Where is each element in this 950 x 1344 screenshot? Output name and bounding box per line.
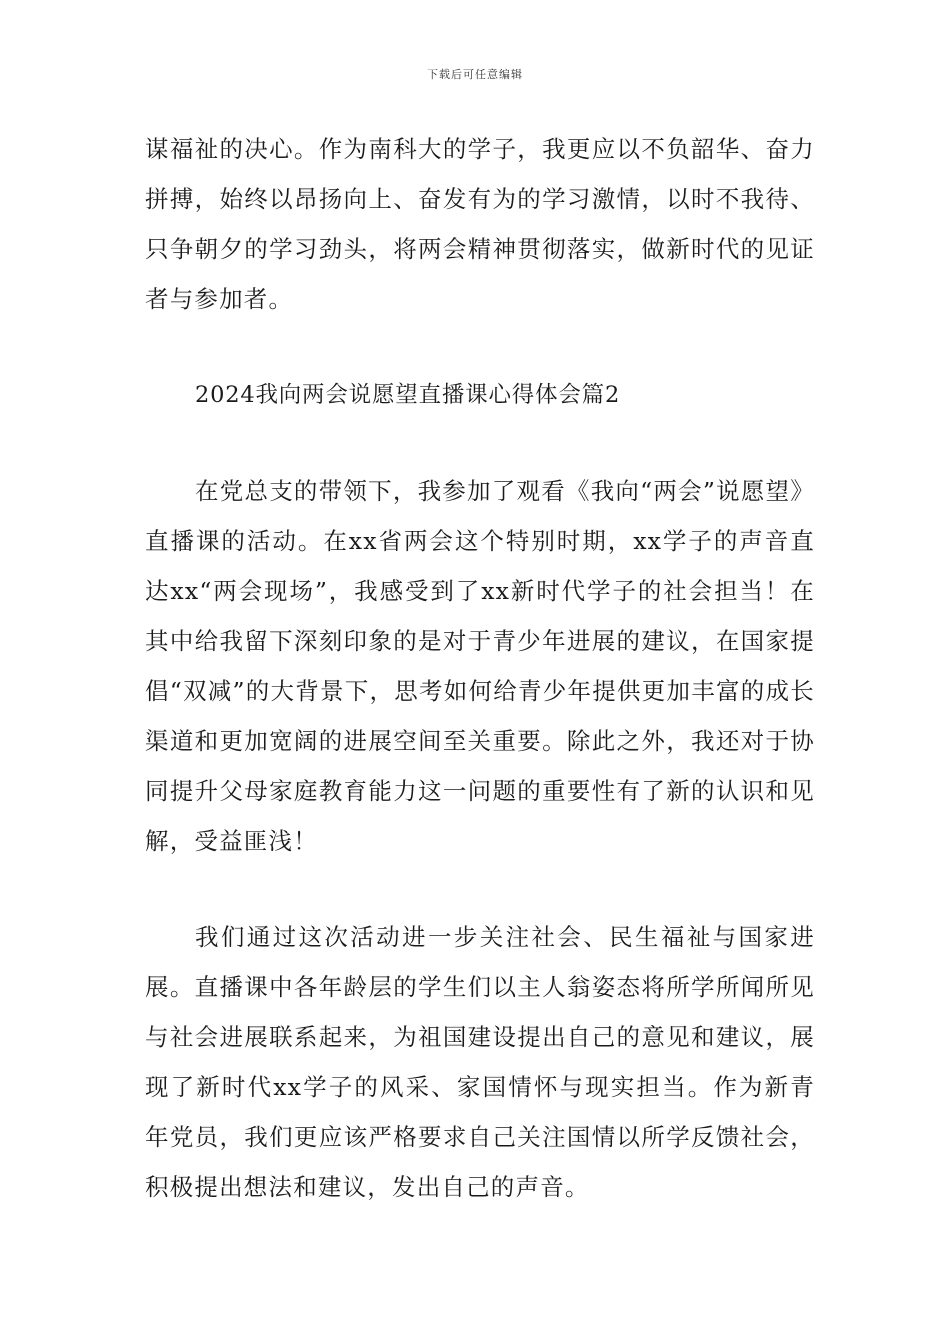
page-header: 下载后可任意编辑 xyxy=(427,68,523,81)
paragraph-3: 我们通过这次活动进一步关注社会、民生福祉与国家进展。直播课中各年龄层的学生们以主人翁姿态将所学所闻所见与社会进展联系起来，为祖国建设提出自己的意见和建议，展现了新时代xx学子的风采、家国情怀与现实担当。作为新青年党员，我们更应该严格要求自己关注国情以所学反馈社会，积极提出想法和建议，发出自己的声音。 xyxy=(145,923,815,1201)
paragraph-1: 谋福祉的决心。作为南科大的学子，我更应以不负韶华、奋力拼搏，始终以昂扬向上、奋发有为的学习激情，以时不我待、只争朝夕的学习劲头，将两会精神贯彻落实，做新时代的见证者与参加者。 xyxy=(145,135,815,313)
paragraph-2: 在党总支的带领下，我参加了观看《我向“两会”说愿望》直播课的活动。在xx省两会这个特别时期，xx学子的声音直达xx“两会现场”，我感受到了xx新时代学子的社会担当！在其中给我留下深刻印象的是对于青少年进展的建议，在国家提倡“双减”的大背景下，思考如何给青少年提供更加丰富的成长渠道和更加宽阔的进展空间至关重要。除此之外，我还对于协同提升父母家庭教育能力这一问题的重要性有了新的认识和见解，受益匪浅！ xyxy=(145,477,815,855)
section-heading: 2024我向两会说愿望直播课心得体会篇2 xyxy=(195,382,621,408)
document-body xyxy=(145,124,815,1212)
